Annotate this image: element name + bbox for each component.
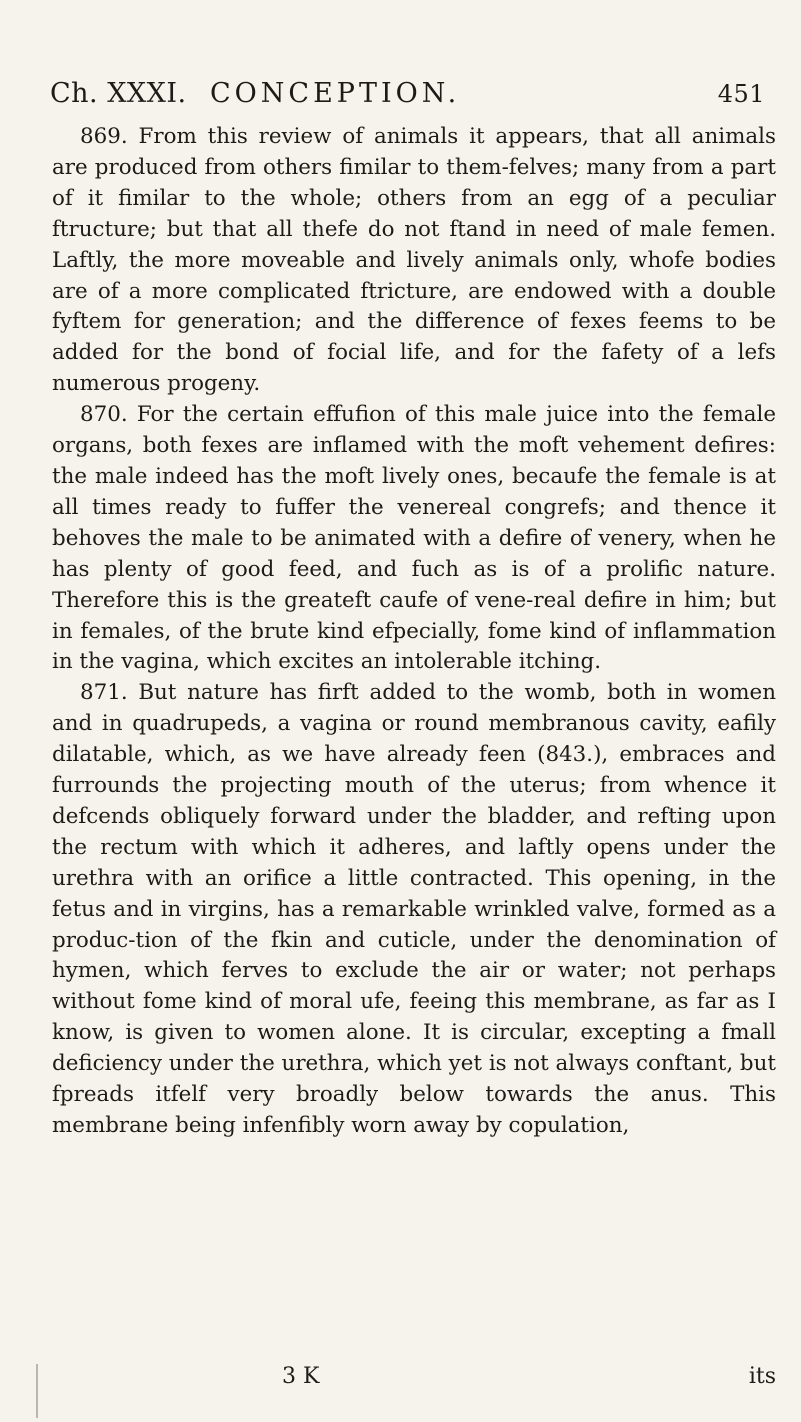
signature-mark: 3 K xyxy=(282,1364,320,1389)
body-text xyxy=(52,122,776,1142)
page-footer xyxy=(52,1364,776,1398)
margin-mark xyxy=(36,1364,38,1418)
page-number: 451 xyxy=(717,80,765,108)
catchword: its xyxy=(748,1364,776,1389)
paragraph-870: 870. For the certain effufion of this male juice into the female organs, both fexes are inflamed with the moft vehement defires: the male indeed has the moft lively ones, becaufe the female is at all times ready to fuffer the venereal congrefs; and thence it behoves the male to be animated with a defire of venery, when he has plenty of good feed, and fuch as is of a prolific nature. Therefore this is the greateft caufe of vene-real defire in him; but in females, of the brute kind efpecially, fome kind of inflammation in the vagina, which excites an intolerable itching. xyxy=(52,402,776,675)
paragraph-869: 869. From this review of animals it appears, that all animals are produced from others fimilar to them-felves; many from a part of it fimilar to the whole; others from an egg of a peculiar ftructure; but that all thefe do not ftand in need of male femen. Laftly, the more moveable and lively animals only, whofe bodies are of a more complicated ftricture, are endowed with a double fyftem for generation; and the difference of fexes feems to be added for the bond of focial life, and for the fafety of a lefs numerous progeny. xyxy=(52,124,776,397)
paragraph-871: 871. But nature has firft added to the womb, both in women and in quadrupeds, a vagina or round membranous cavity, eafily dilatable, which, as we have already feen (843.), embraces and furrounds the projecting mouth of the uterus; from whence it defcends obliquely forward under the bladder, and refting upon the rectum with which it adheres, and laftly opens under the urethra with an orifice a little contracted. This opening, in the fetus and in virgins, has a remarkable wrinkled valve, formed as a produc-tion of the fkin and cuticle, under the denomination of hymen, which ferves to exclude the air or water; not perhaps without fome kind of moral ufe, feeing this membrane, as far as I know, is given to women alone. It is circular, excepting a fmall deficiency under the urethra, which yet is not always conftant, but fpreads itfelf very broadly below towards the anus. This membrane being infenfibly worn away by copulation, xyxy=(52,680,776,1138)
chapter-label: Ch. XXXI. xyxy=(50,78,187,109)
running-header xyxy=(50,78,765,118)
running-title: CONCEPTION. xyxy=(210,78,461,109)
